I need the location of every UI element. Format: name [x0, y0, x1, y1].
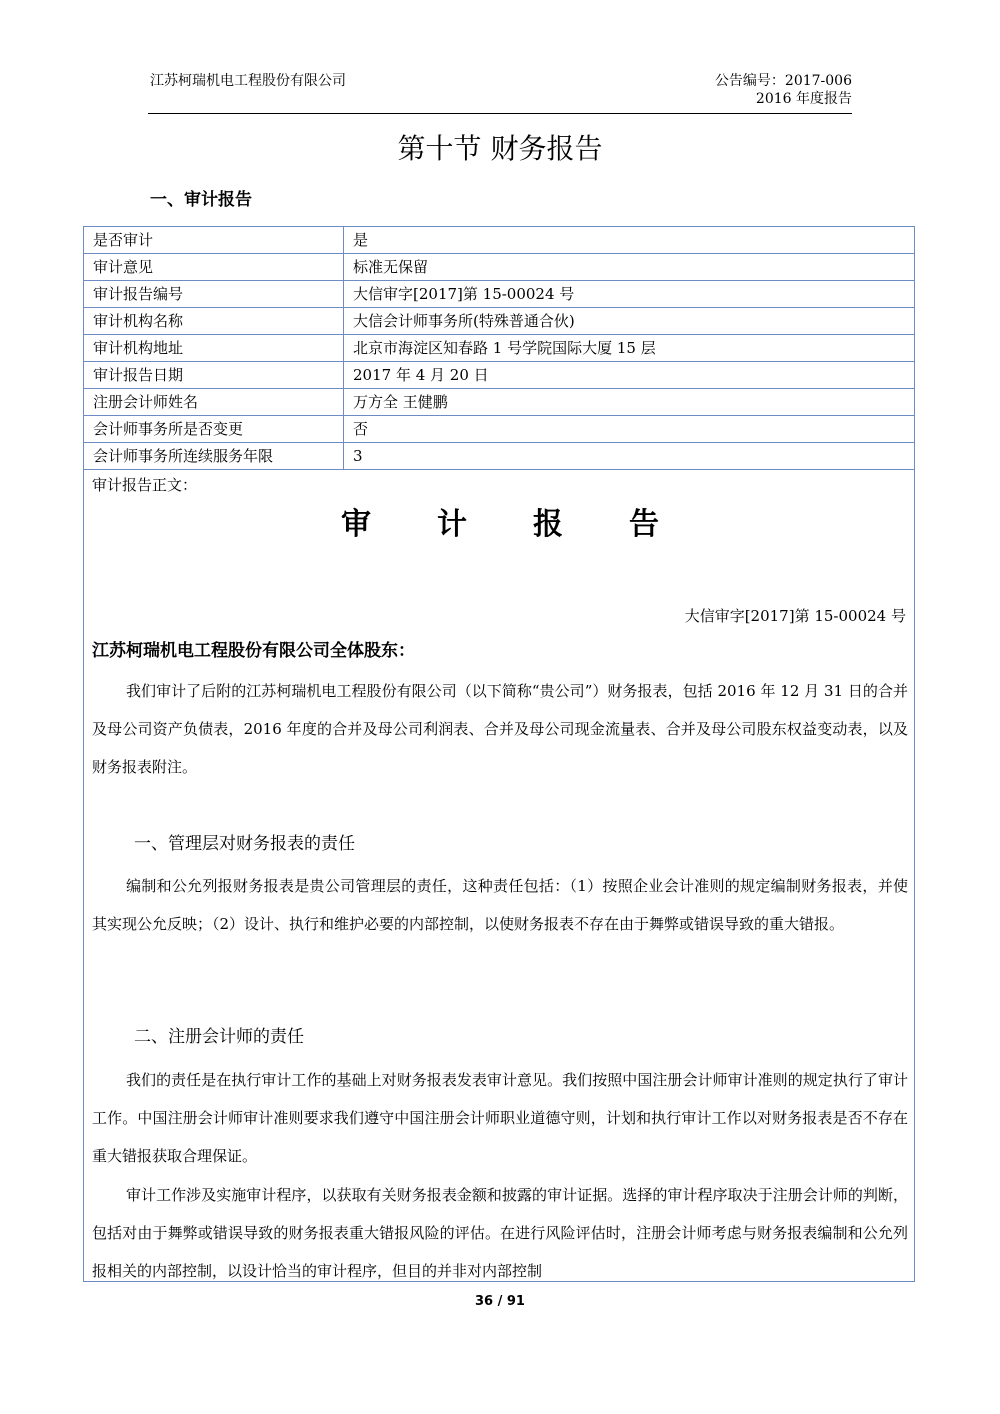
audit-info-row [84, 254, 915, 281]
audit-info-row [84, 443, 915, 470]
audit-info-value: 是 [344, 227, 915, 254]
report-title-char: 审 [341, 507, 371, 542]
heading-auditor-responsibility: 二、注册会计师的责任 [134, 1027, 304, 1047]
audit-info-label: 审计机构地址 [84, 335, 344, 362]
report-title-char: 告 [629, 507, 659, 542]
audit-info-row [84, 308, 915, 335]
paragraph-intro: 我们审计了后附的江苏柯瑞机电工程股份有限公司（以下简称“贵公司”）财务报表，包括 2016 年 12 月 31 日的合并及母公司资产负债表，2016 年度的合并及母公司利润表、合并及母公司现金流量表、合并及母公司股东权益变动表，以及财务报表附注。 [92, 682, 908, 776]
audit-info-value: 大信会计师事务所(特殊普通合伙) [344, 308, 915, 335]
audit-info-label: 审计意见 [84, 254, 344, 281]
header-rule [148, 113, 852, 114]
audit-info-row [84, 389, 915, 416]
paragraph-auditor-1: 我们的责任是在执行审计工作的基础上对财务报表发表审计意见。我们按照中国注册会计师审计准则的规定执行了审计工作。中国注册会计师审计准则要求我们遵守中国注册会计师职业道德守则，计划和执行审计工作以对财务报表是否不存在重大错报获取合理保证。 [92, 1071, 908, 1165]
report-title [0, 506, 1000, 544]
audit-info-label: 注册会计师姓名 [84, 389, 344, 416]
section-title: 一、审计报告 [150, 190, 252, 210]
audit-info-value: 大信审字[2017]第 15-00024 号 [344, 281, 915, 308]
report-body-label: 审计报告正文： [92, 476, 198, 494]
audit-info-label: 会计师事务所是否变更 [84, 416, 344, 443]
audit-info-row [84, 362, 915, 389]
audit-info-value: 标准无保留 [344, 254, 915, 281]
report-title-char: 报 [533, 507, 563, 542]
chapter-title: 第十节 财务报告 [397, 132, 603, 165]
audit-info-value: 3 [344, 443, 915, 470]
addressee: 江苏柯瑞机电工程股份有限公司全体股东： [92, 641, 415, 661]
audit-info-row [84, 281, 915, 308]
audit-info-table [83, 226, 915, 470]
audit-info-value: 2017 年 4 月 20 日 [344, 362, 915, 389]
audit-info-value: 否 [344, 416, 915, 443]
audit-info-row [84, 335, 915, 362]
header-company: 江苏柯瑞机电工程股份有限公司 [150, 73, 346, 89]
paragraph-management: 编制和公允列报财务报表是贵公司管理层的责任，这种责任包括：（1）按照企业会计准则的规定编制财务报表，并使其实现公允反映；（2）设计、执行和维护必要的内部控制，以使财务报表不存在由于舞弊或错误导致的重大错报。 [92, 877, 908, 933]
header-report-name: 2016 年度报告 [755, 91, 852, 107]
audit-info-label: 是否审计 [84, 227, 344, 254]
audit-info-row [84, 227, 915, 254]
heading-management-responsibility: 一、管理层对财务报表的责任 [134, 834, 355, 854]
audit-info-row [84, 416, 915, 443]
audit-info-value: 北京市海淀区知春路 1 号学院国际大厦 15 层 [344, 335, 915, 362]
audit-info-label: 审计报告编号 [84, 281, 344, 308]
page-number: 36 / 91 [475, 1294, 525, 1309]
paragraph-auditor-2: 审计工作涉及实施审计程序，以获取有关财务报表金额和披露的审计证据。选择的审计程序取决于注册会计师的判断，包括对由于舞弊或错误导致的财务报表重大错报风险的评估。在进行风险评估时，注册会计师考虑与财务报表编制和公允列报相关的内部控制，以设计恰当的审计程序，但目的并非对内部控制 [92, 1186, 908, 1280]
audit-info-label: 会计师事务所连续服务年限 [84, 443, 344, 470]
audit-info-label: 审计机构名称 [84, 308, 344, 335]
header-announcement-no: 公告编号：2017-006 [714, 73, 852, 89]
audit-info-value: 万方全 王健鹏 [344, 389, 915, 416]
audit-info-label: 审计报告日期 [84, 362, 344, 389]
report-title-char: 计 [437, 507, 467, 542]
report-doc-number: 大信审字[2017]第 15-00024 号 [684, 607, 906, 625]
header-meta [715, 72, 852, 108]
